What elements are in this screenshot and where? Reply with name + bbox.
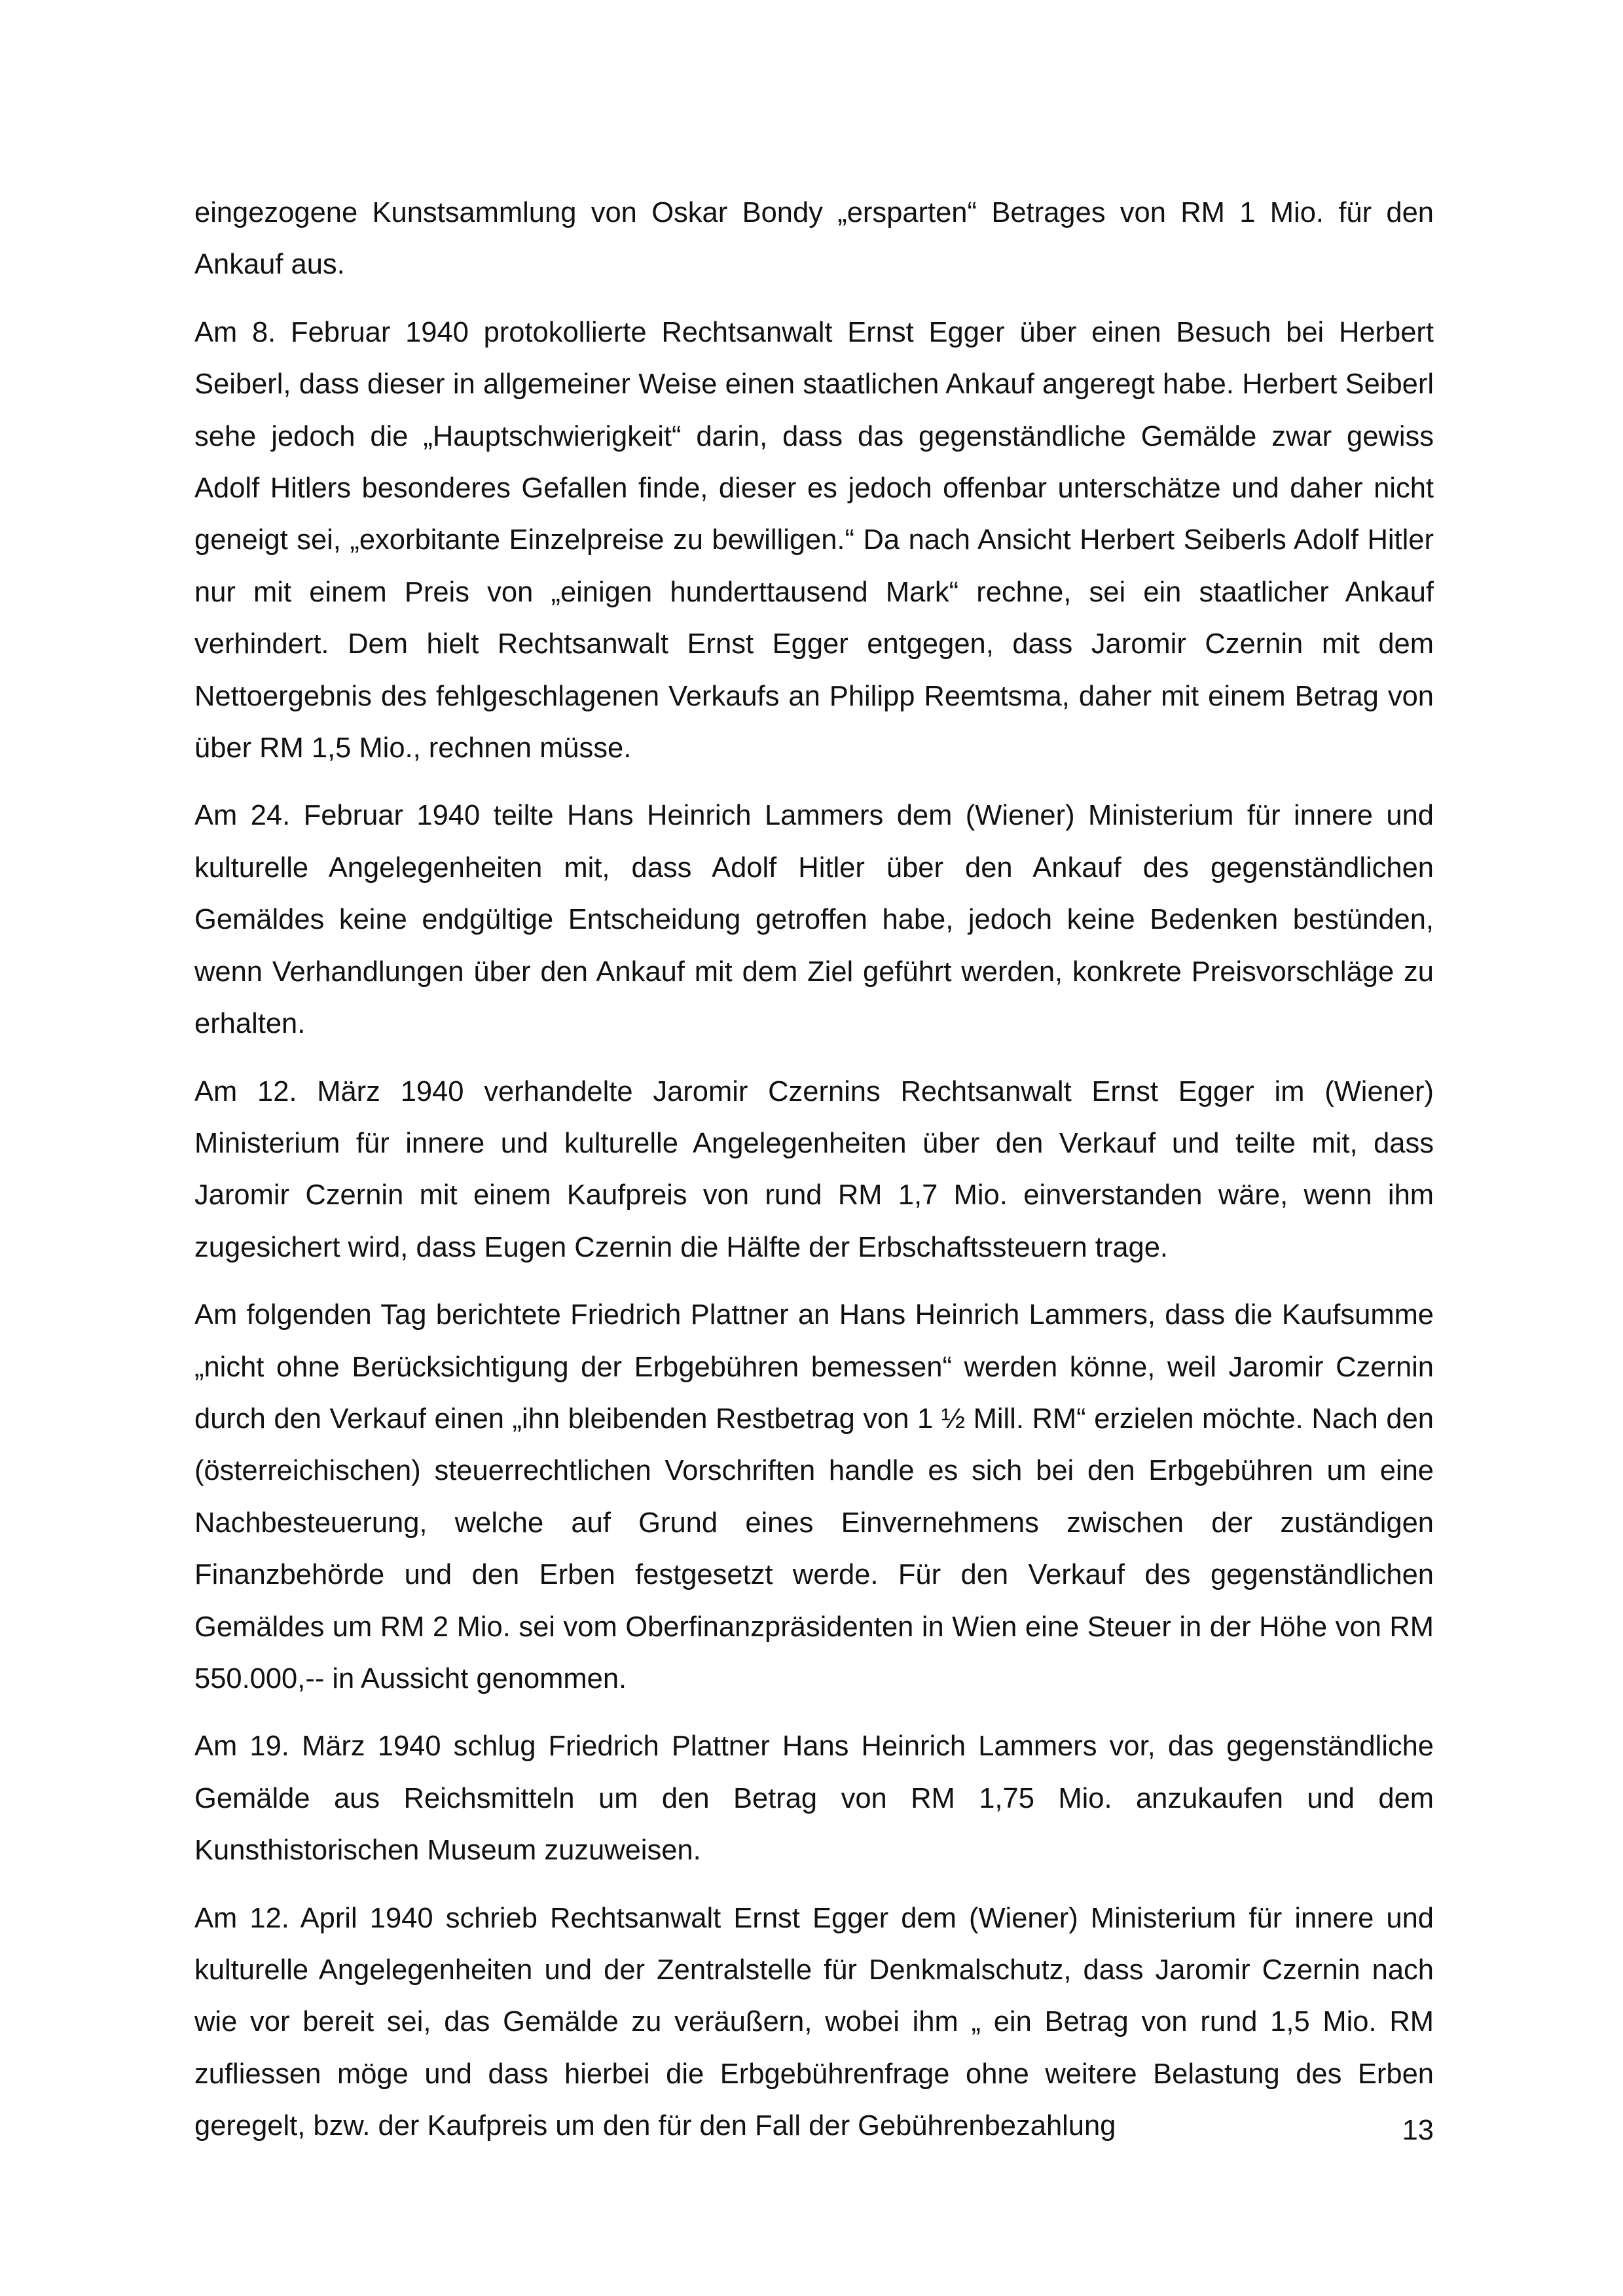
paragraph-4: Am 12. März 1940 verhandelte Jaromir Czernins Rechtsanwalt Ernst Egger im (Wiener) Ministerium für innere und kulturelle Angelegenheiten über den Verkauf und teilte mit, dass Jaromir Czernin mit einem Kaufpreis von rund RM 1,7 Mio. einverstanden wäre, wenn ihm zugesichert wird, dass Eugen Czernin die Hälfte der Erbschaftssteuern trage. xyxy=(194,1075,1434,1263)
paragraph-2: Am 8. Februar 1940 protokollierte Rechtsanwalt Ernst Egger über einen Besuch bei Herbert Seiberl, dass dieser in allgemeiner Weise einen staatlichen Ankauf angeregt habe. Herbert Seiberl sehe jedoch die „Hauptschwierigkeit“ darin, dass das gegenständliche Gemälde zwar gewiss Adolf Hitlers besonderes Gefallen finde, dieser es jedoch offenbar unterschätze und daher nicht geneigt sei, „exorbitante Einzelpreise zu bewilligen.“ Da nach Ansicht Herbert Seiberls Adolf Hitler nur mit einem Preis von „einigen hunderttausend Mark“ rechne, sei ein staatlicher Ankauf verhindert. Dem hielt Rechtsanwalt Ernst Egger entgegen, dass Jaromir Czernin mit dem Nettoergebnis des fehlgeschlagenen Verkaufs an Philipp Reemtsma, daher mit einem Betrag von über RM 1,5 Mio., rechnen müsse. xyxy=(194,316,1434,764)
paragraph-6: Am 19. März 1940 schlug Friedrich Plattner Hans Heinrich Lammers vor, das gegenständliche Gemälde aus Reichsmitteln um den Betrag von RM 1,75 Mio. anzukaufen und dem Kunsthistorischen Museum zuzuweisen. xyxy=(194,1731,1434,1867)
paragraph-3: Am 24. Februar 1940 teilte Hans Heinrich Lammers dem (Wiener) Ministerium für innere und kulturelle Angelegenheiten mit, dass Adolf Hitler über den Ankauf des gegenständlichen Gemäldes keine endgültige Entscheidung getroffen habe, jedoch keine Bedenken bestünden, wenn Verhandlungen über den Ankauf mit dem Ziel geführt werden, konkrete Preisvorschläge zu erhalten. xyxy=(194,800,1434,1040)
page-number: 13 xyxy=(1402,2115,1434,2146)
page-body xyxy=(194,187,1434,2168)
paragraph-7: Am 12. April 1940 schrieb Rechtsanwalt Ernst Egger dem (Wiener) Ministerium für innere und kulturelle Angelegenheiten und der Zentralstelle für Denkmalschutz, dass Jaromir Czernin nach wie vor bereit sei, das Gemälde zu veräußern, wobei ihm „ ein Betrag von rund 1,5 Mio. RM zufliessen möge und dass hierbei die Erbgebührenfrage ohne weitere Belastung des Erben geregelt, bzw. der Kaufpreis um den für den Fall der Gebührenbezahlung xyxy=(194,1902,1434,2142)
paragraph-5: Am folgenden Tag berichtete Friedrich Plattner an Hans Heinrich Lammers, dass die Kaufsumme „nicht ohne Berücksichtigung der Erbgebühren bemessen“ werden könne, weil Jaromir Czernin durch den Verkauf einen „ihn bleibenden Restbetrag von 1 ½ Mill. RM“ erzielen möchte. Nach den (österreichischen) steuerrechtlichen Vorschriften handle es sich bei den Erbgebühren um eine Nachbesteuerung, welche auf Grund eines Einvernehmens zwischen der zuständigen Finanzbehörde und den Erben festgesetzt werde. Für den Verkauf des gegenständlichen Gemäldes um RM 2 Mio. sei vom Oberfinanzpräsidenten in Wien eine Steuer in der Höhe von RM 550.000,-- in Aussicht genommen. xyxy=(194,1299,1434,1695)
paragraph-1: eingezogene Kunstsammlung von Oskar Bondy „ersparten“ Betrages von RM 1 Mio. für den Ankauf aus. xyxy=(194,197,1434,281)
